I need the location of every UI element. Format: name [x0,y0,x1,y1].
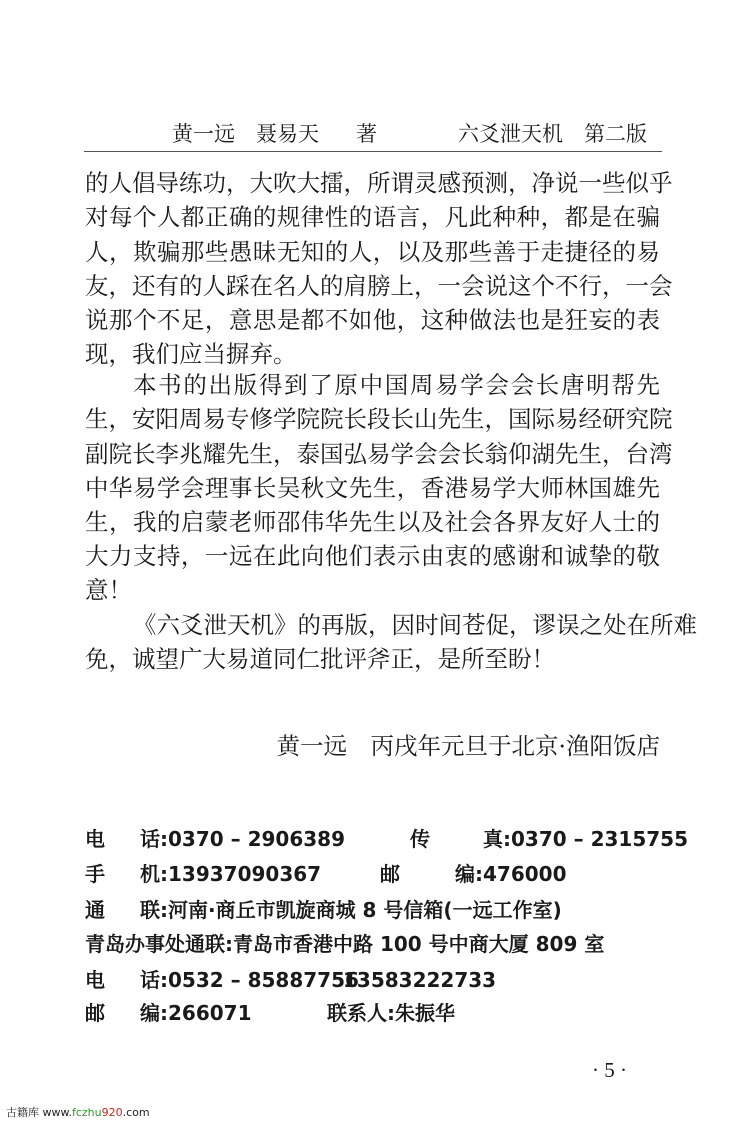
body-line: 《六爻泄天机》的再版，因时间苍促，谬误之处在所难 [133,611,697,639]
signature: 黄一远 丙戌年元旦于北京·渔阳饭店 [276,732,660,760]
body-line: 本书的出版得到了原中国周易学会会长唐明帮先 [133,371,660,399]
fax-label: 传 [410,827,430,851]
body-line: 免，诚望广大易道同仁批评斧正，是所至盼！ [85,645,555,673]
phone-label: 电 [85,827,105,851]
watermark-red: 920 [101,1106,123,1119]
watermark-suffix: .com [122,1106,150,1119]
header-role: 著 [356,122,377,146]
body-line: 友，还有的人踩在名人的肩膀上，一会说这个不行，一会 [85,272,673,300]
phone-value: 话:0370 – 2906389 [140,827,345,851]
phone-value-2: 话:0532 – 85887756 [140,968,359,992]
watermark-green: fczhu [71,1106,102,1119]
body-line: 副院长李兆耀先生，泰国弘易学会会长翁仰湖先生，台湾 [85,440,673,468]
watermark-prefix: 古籍库 www. [6,1106,72,1119]
body-line: 的人倡导练功，大吹大擂，所谓灵感预测，净说一些似乎 [85,169,673,197]
address-label: 通 [85,898,105,922]
body-line: 人，欺骗那些愚昧无知的人，以及那些善于走捷径的易 [85,238,660,266]
zip-label: 邮 [380,862,400,886]
mobile-value: 机:13937090367 [140,862,322,886]
qingdao-office: 青岛办事处通联:青岛市香港中路 100 号中商大厦 809 室 [85,932,605,956]
body-line: 现，我们应当摒弃。 [85,340,297,368]
body-line: 生，我的启蒙老师邵伟华先生以及社会各界友好人士的 [85,508,660,536]
page-number: · 5 · [592,1058,627,1082]
body-line: 说那个不足，意思是都不如他，这种做法也是狂妄的表 [85,306,660,334]
watermark [6,1104,150,1120]
body-line: 大力支持，一远在此向他们表示由衷的感谢和诚挚的敬 [85,542,660,570]
body-line: 对每个人都正确的规律性的语言，凡此种种，都是在骗 [85,203,660,231]
mobile-value-2: 13583222733 [343,968,497,992]
header-book-title: 六爻泄天机 第二版 [458,122,647,146]
zip-value-2: 编:266071 [140,1001,252,1025]
header-rule [84,151,662,152]
mobile-label: 手 [85,862,105,886]
zip-value: 编:476000 [455,862,567,886]
zip-label-2: 邮 [85,1001,105,1025]
body-line: 意！ [85,576,132,604]
body-line: 中华易学会理事长吴秋文先生，香港易学大师林国雄先 [85,474,660,502]
contact-person: 联系人:朱振华 [327,1001,455,1025]
address-value: 联:河南·商丘市凯旋商城 8 号信箱(一远工作室) [140,898,562,922]
body-line: 生，安阳周易专修学院院长段长山先生，国际易经研究院 [85,405,673,433]
phone-label-2: 电 [85,968,105,992]
fax-value: 真:0370 – 2315755 [483,827,688,851]
header-authors: 黄一远 聂易天 [172,122,319,146]
